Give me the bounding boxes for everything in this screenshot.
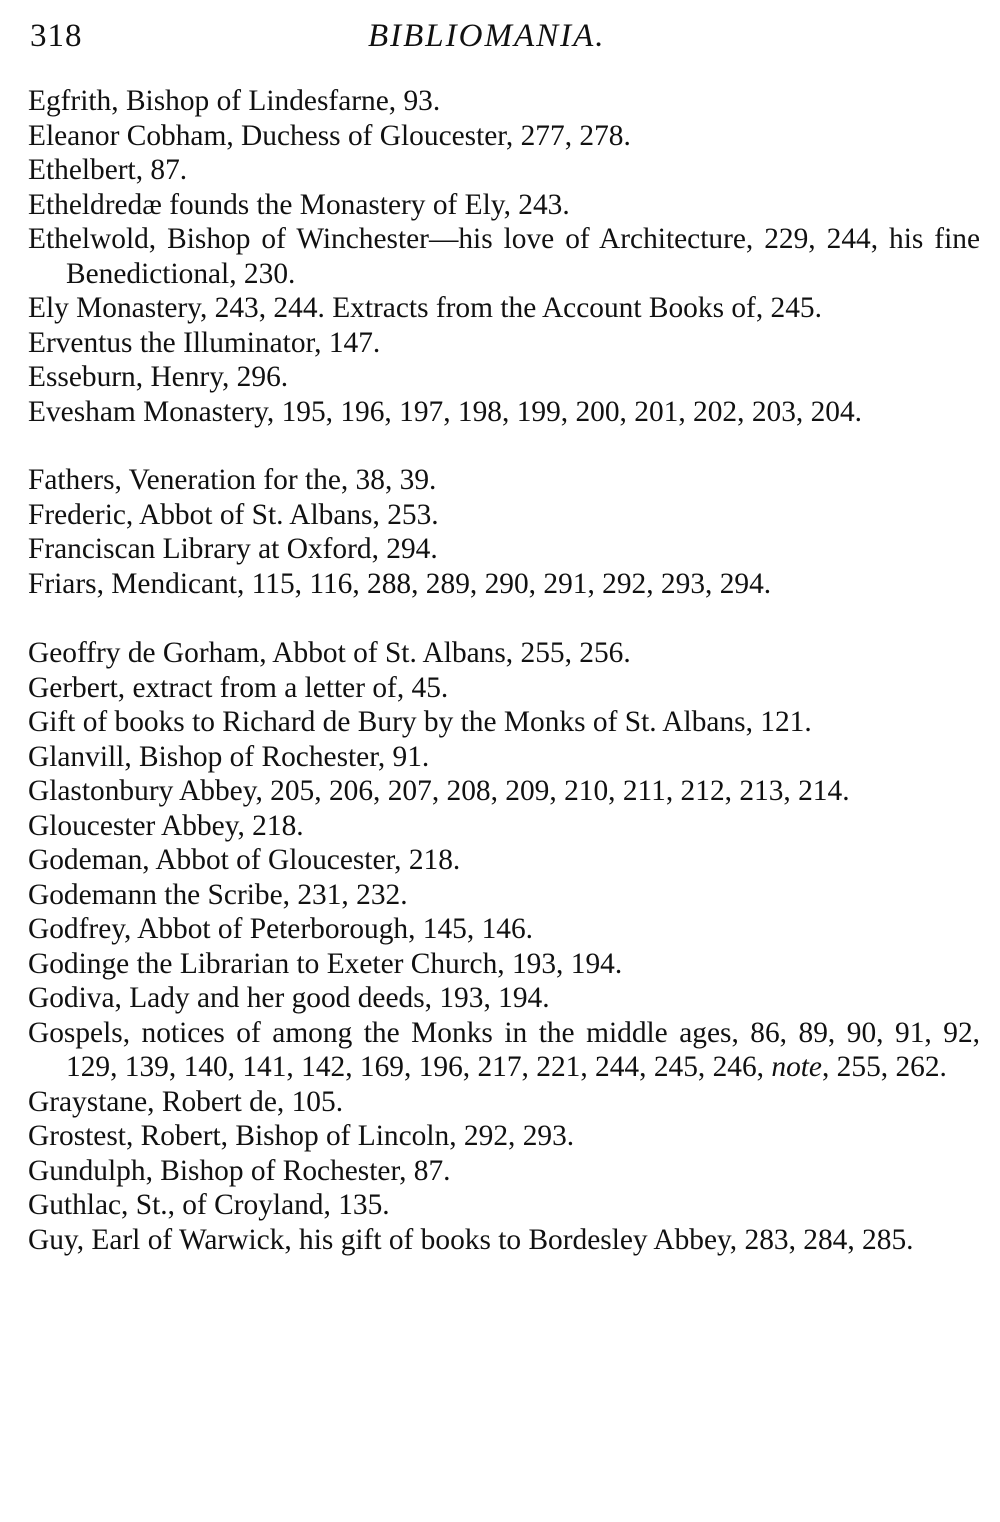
index-entry: Godfrey, Abbot of Peterborough, 145, 146.	[28, 913, 534, 945]
index-entry	[28, 1016, 980, 1085]
section-gap	[28, 429, 980, 463]
index-entry: Egfrith, Bishop of Lindesfarne, 93.	[28, 85, 441, 117]
index-entry: Godemann the Scribe, 231, 232.	[28, 878, 408, 911]
entry-note-italic: note	[771, 1051, 822, 1083]
index-entry: Glastonbury Abbey, 205, 206, 207, 208, 209, 210, 211, 212, 213, 214.	[28, 775, 850, 807]
index-entry: Frederic, Abbot of St. Albans, 253.	[28, 498, 439, 531]
index-entry: Gerbert, extract from a letter of, 45.	[28, 671, 449, 704]
index-entry: Glanvill, Bishop of Rochester, 91.	[28, 740, 430, 773]
index-entry: Gift of books to Richard de Bury by the Monks of St. Albans, 121.	[28, 706, 812, 738]
index-entry: Etheldredæ founds the Monastery of Ely, 243.	[28, 188, 570, 221]
book-title: BIBLIOMANIA.	[368, 18, 606, 54]
index-list	[28, 84, 980, 1257]
index-entry: Esseburn, Henry, 296.	[28, 361, 289, 393]
index-entry: Guthlac, St., of Croyland, 135.	[28, 1189, 390, 1221]
index-entry: Godeman, Abbot of Gloucester, 218.	[28, 844, 461, 876]
index-entry: Graystane, Robert de, 105.	[28, 1085, 344, 1118]
entry-text: Gospels, notices of among the Monks in the middle ages, 86, 89, 90, 91, 92, 129, 139, 140, 141, 142, 169, 196, 217, 221, 244, 245, 246,	[28, 1016, 980, 1083]
section-gap	[28, 601, 980, 636]
index-entry: Franciscan Library at Oxford, 294.	[28, 533, 438, 565]
index-entry: Ethelwold, Bishop of Winchester—his love of Architecture, 229, 244, his fine Benedictional, 230.	[28, 223, 980, 290]
index-entry: Friars, Mendicant, 115, 116, 288, 289, 290, 291, 292, 293, 294.	[28, 567, 772, 600]
index-entry: Fathers, Veneration for the, 38, 39.	[28, 464, 437, 496]
index-entry: Evesham Monastery, 195, 196, 197, 198, 199, 200, 201, 202, 203, 204.	[28, 395, 863, 428]
entry-text: , 255, 262.	[821, 1051, 947, 1083]
index-entry: Eleanor Cobham, Duchess of Gloucester, 277, 278.	[28, 119, 631, 152]
index-entry: Ely Monastery, 243, 244. Extracts from the Account Books of, 245.	[28, 292, 822, 324]
index-entry: Ethelbert, 87.	[28, 154, 188, 186]
index-entry: Gloucester Abbey, 218.	[28, 809, 304, 842]
index-entry: Godinge the Librarian to Exeter Church, 193, 194.	[28, 947, 623, 980]
running-head	[30, 14, 975, 64]
index-entry: Grostest, Robert, Bishop of Lincoln, 292, 293.	[28, 1120, 575, 1152]
index-entry: Erventus the Illuminator, 147.	[28, 326, 381, 359]
index-entry: Guy, Earl of Warwick, his gift of books to Bordesley Abbey, 283, 284, 285.	[28, 1223, 914, 1256]
index-entry: Geoffry de Gorham, Abbot of St. Albans, 255, 256.	[28, 637, 631, 669]
index-entry: Godiva, Lady and her good deeds, 193, 194.	[28, 982, 550, 1014]
index-entry: Gundulph, Bishop of Rochester, 87.	[28, 1154, 451, 1187]
page-number: 318	[30, 18, 83, 54]
